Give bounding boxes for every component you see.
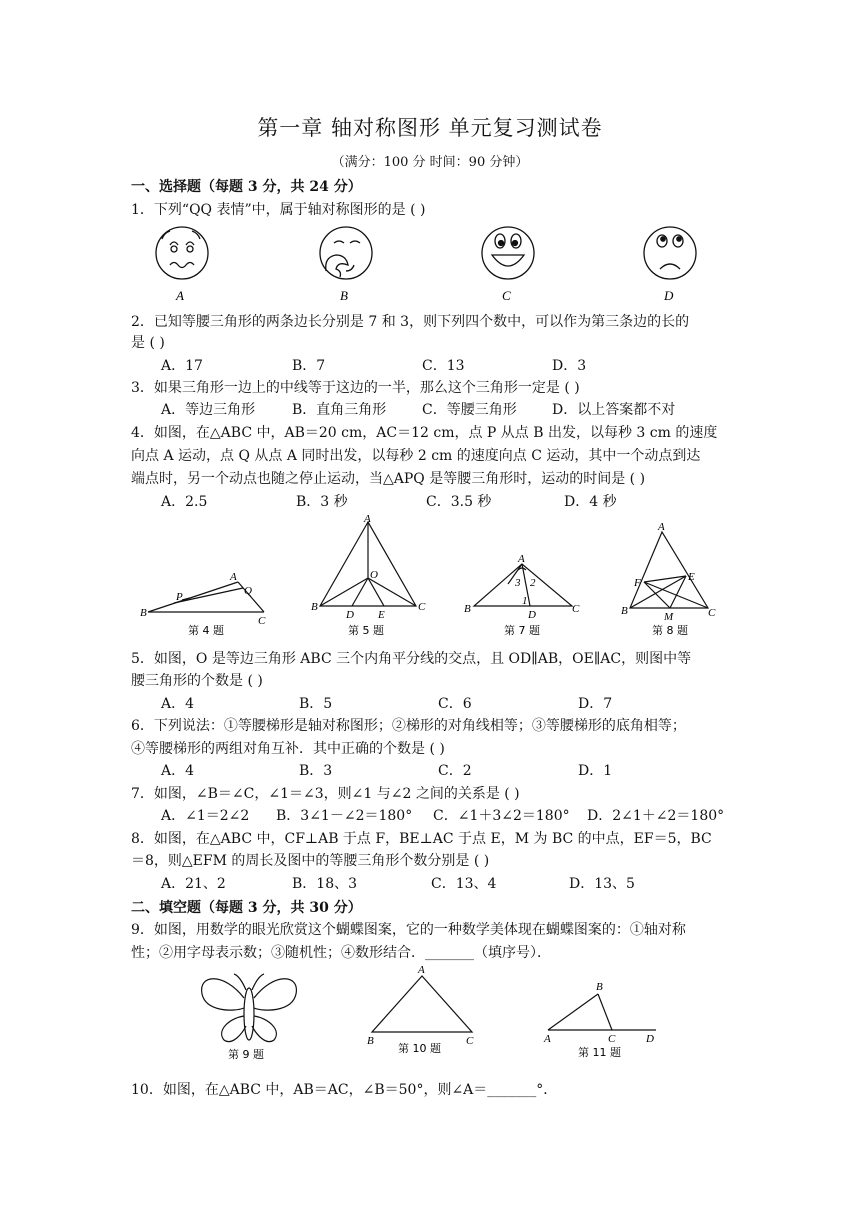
q2-option-a: A．17 xyxy=(161,358,203,374)
figure-q9 xyxy=(194,968,304,1064)
q6-option-d: D．1 xyxy=(578,763,613,779)
q3-option-c: C．等腰三角形 xyxy=(422,402,517,418)
f9-caption: 第 9 题 xyxy=(228,1048,264,1061)
question-6-line-1: 6．下列说法：①等腰梯形是轴对称图形；②梯形的对角线相等；③等腰梯形的底角相等； xyxy=(131,718,686,734)
question-5-line-2: 腰三角形的个数是 ( ) xyxy=(131,673,263,689)
question-4-line-3: 端点时，另一个动点也随之停止运动，当△APQ 是等腰三角形时，运动的时间是 ( ) xyxy=(131,471,646,487)
f10-caption: 第 10 题 xyxy=(398,1042,441,1055)
question-4-line-2: 向点 A 运动，点 Q 从点 A 同时出发，以每秒 2 cm 的速度向点 C 运动，其中一个动点到达 xyxy=(131,448,701,464)
f10-label-c: C xyxy=(466,1035,474,1047)
figure-q7 xyxy=(460,552,590,642)
section-heading-choice: 一、选择题（每题 3 分，共 24 分） xyxy=(131,179,362,195)
q6-option-c: C．2 xyxy=(438,763,472,779)
f4-label-q: Q xyxy=(244,585,252,597)
f4-caption: 第 4 题 xyxy=(188,624,224,637)
f8-caption: 第 8 题 xyxy=(652,624,688,637)
f5-label-c: C xyxy=(418,601,426,613)
figure-q11 xyxy=(540,976,670,1064)
face-a-icon xyxy=(156,227,208,279)
f8-label-f: F xyxy=(634,577,641,589)
face-b-icon xyxy=(320,227,372,279)
f7-label-d: D xyxy=(528,609,536,621)
face-label-b: B xyxy=(340,288,348,303)
q3-option-d: D．以上答案都不对 xyxy=(552,402,676,418)
question-10-line-1: 10．如图，在△ABC 中，AB＝AC，∠B＝50°，则∠A＝_______°． xyxy=(131,1082,558,1098)
f11-label-a: A xyxy=(544,1033,551,1045)
f7-num-1: 1 xyxy=(522,595,528,607)
f5-label-a: A xyxy=(364,513,371,525)
f4-label-c: C xyxy=(258,615,266,627)
q4-option-d: D．4 秒 xyxy=(564,494,617,510)
q7-option-d: D．2∠1＋∠2＝180° xyxy=(587,808,725,824)
q5-option-b: B．5 xyxy=(299,696,333,712)
question-2-line-2: 是 ( ) xyxy=(131,335,165,351)
f8-label-a: A xyxy=(658,521,665,533)
q8-option-d: D．13、5 xyxy=(569,876,635,892)
figure-q8 xyxy=(620,518,720,642)
butterfly-icon xyxy=(202,974,297,1042)
f5-label-o: O xyxy=(370,569,378,581)
face-label-d: D xyxy=(664,288,674,303)
q8-option-b: B．18、3 xyxy=(292,876,358,892)
question-1-stem: 1．下列“QQ 表情”中，属于轴对称图形的是 ( ) xyxy=(131,202,426,218)
question-6-line-2: ④等腰梯形的两组对角互补．其中正确的个数是 ( ) xyxy=(131,741,445,757)
f11-label-c: C xyxy=(608,1033,616,1045)
figure-q4 xyxy=(138,562,278,642)
f4-label-a: A xyxy=(230,571,237,583)
q7-option-a: A．∠1＝2∠2 xyxy=(161,808,250,824)
q5-option-c: C．6 xyxy=(438,696,472,712)
q3-option-a: A．等边三角形 xyxy=(161,402,256,418)
q2-option-c: C．13 xyxy=(422,358,465,374)
f5-label-e: E xyxy=(378,609,385,621)
f10-label-b: B xyxy=(367,1035,374,1047)
q2-option-d: D．3 xyxy=(552,358,587,374)
figure-q5 xyxy=(308,512,428,642)
f8-label-e: E xyxy=(688,571,695,583)
q8-option-a: A．21、2 xyxy=(161,876,226,892)
page-title: 第一章 轴对称图形 单元复习测试卷 xyxy=(257,116,603,140)
q6-option-b: B．3 xyxy=(299,763,333,779)
q4-option-c: C．3.5 秒 xyxy=(426,494,492,510)
f8-label-b: B xyxy=(621,605,628,617)
f7-label-c: C xyxy=(572,603,580,615)
q3-option-b: B．直角三角形 xyxy=(292,402,387,418)
question-2-line-1: 2．已知等腰三角形的两条边长分别是 7 和 3，则下列四个数中，可以作为第三条边的长的 xyxy=(131,314,690,330)
question-9-line-2: 性；②用字母表示数；③随机性；④数形结合．_______（填序号）． xyxy=(131,945,551,961)
f7-num-3: 3 xyxy=(515,577,521,589)
page-subtitle: （满分：100 分 时间：90 分钟） xyxy=(331,155,529,170)
f7-num-2: 2 xyxy=(530,577,536,589)
q1-faces-figure xyxy=(140,225,720,305)
q8-option-c: C．13、4 xyxy=(431,876,497,892)
face-d-icon xyxy=(644,227,696,279)
f7-label-a: A xyxy=(518,553,525,565)
f5-label-b: B xyxy=(311,601,318,613)
question-8-line-2: ＝8，则△EFM 的周长及图中的等腰三角形个数分别是 ( ) xyxy=(131,853,490,869)
f4-label-b: B xyxy=(140,607,147,619)
q5-option-a: A．4 xyxy=(161,696,195,712)
question-5-line-1: 5．如图，O 是等边三角形 ABC 三个内角平分线的交点，且 OD∥AB，OE∥AC，则图中等 xyxy=(131,651,692,667)
figure-q10 xyxy=(364,962,484,1064)
f8-label-c: C xyxy=(708,607,716,619)
f5-label-d: D xyxy=(346,609,354,621)
f5-caption: 第 5 题 xyxy=(348,624,384,637)
f7-label-b: B xyxy=(464,603,471,615)
question-3-line-1: 3．如果三角形一边上的中线等于这边的一半，那么这个三角形一定是 ( ) xyxy=(131,380,580,396)
question-7-line-1: 7．如图，∠B＝∠C，∠1＝∠3，则∠1 与∠2 之间的关系是 ( ) xyxy=(131,786,520,802)
f11-label-b: B xyxy=(596,981,603,993)
f8-label-m: M xyxy=(664,611,674,623)
question-9-line-1: 9．如图，用数学的眼光欣赏这个蝴蝶图案，它的一种数学美体现在蝴蝶图案的：①轴对称 xyxy=(131,922,686,938)
q6-option-a: A．4 xyxy=(161,763,195,779)
f4-label-p: P xyxy=(176,591,183,603)
section-heading-fill: 二、填空题（每题 3 分，共 30 分） xyxy=(131,900,362,916)
f10-label-a: A xyxy=(418,964,425,976)
question-8-line-1: 8．如图，在△ABC 中，CF⊥AB 于点 F，BE⊥AC 于点 E，M 为 BC 的中点，EF＝5，BC xyxy=(131,831,712,847)
q4-option-a: A．2.5 xyxy=(161,494,208,510)
question-4-line-1: 4．如图，在△ABC 中，AB＝20 cm，AC＝12 cm，点 P 从点 B 出发，以每秒 3 cm 的速度 xyxy=(131,425,718,441)
q7-option-c: C．∠1＋3∠2＝180° xyxy=(433,808,570,824)
face-c-icon xyxy=(482,227,534,279)
q4-option-b: B．3 秒 xyxy=(296,494,348,510)
f11-label-d: D xyxy=(646,1033,654,1045)
face-label-a: A xyxy=(176,288,184,303)
q5-option-d: D．7 xyxy=(578,696,613,712)
f7-caption: 第 7 题 xyxy=(504,624,540,637)
face-label-c: C xyxy=(502,288,511,303)
q2-option-b: B．7 xyxy=(292,358,326,374)
f11-caption: 第 11 题 xyxy=(578,1046,621,1059)
q7-option-b: B．3∠1－∠2＝180° xyxy=(276,808,413,824)
